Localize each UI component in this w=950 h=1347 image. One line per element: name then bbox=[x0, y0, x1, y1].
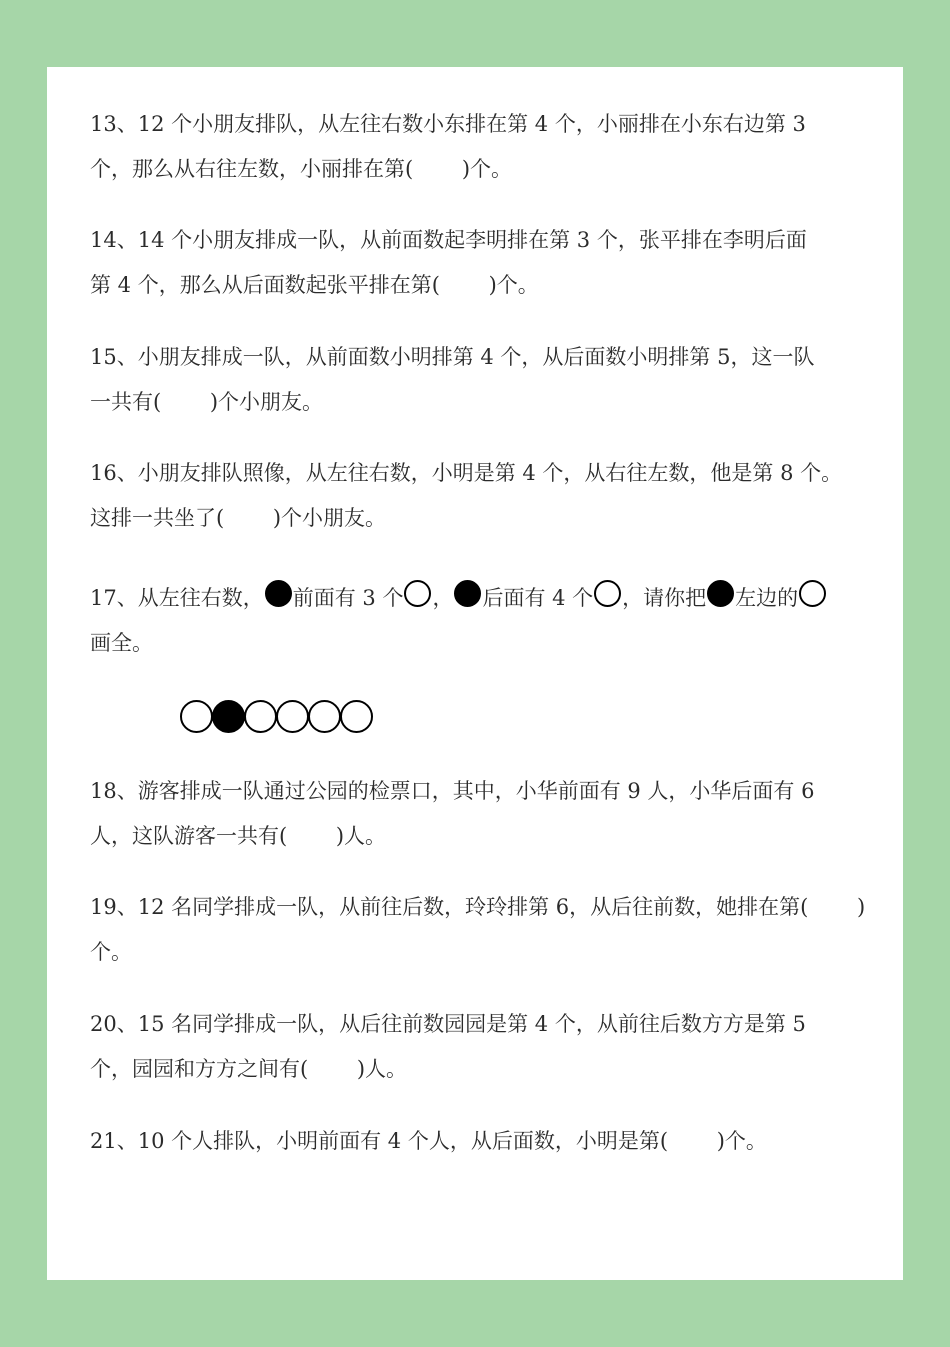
q17-text-e: ，请你把 bbox=[622, 586, 707, 610]
question-18 bbox=[90, 769, 880, 859]
q17-text-d: 后面有 4 个 bbox=[482, 586, 594, 610]
question-17 bbox=[90, 576, 880, 666]
white-dot-icon bbox=[594, 580, 621, 607]
question-16-line-2: 这排一共坐了( )个小朋友。 bbox=[90, 506, 387, 530]
white-dot-icon bbox=[799, 580, 826, 607]
white-circle-icon bbox=[308, 700, 341, 733]
circle-row bbox=[180, 700, 372, 734]
question-14-line-1: 14、14 个小朋友排成一队，从前面数起李明排在第 3 个，张平排在李明后面 bbox=[90, 228, 807, 252]
q17-text-b: 前面有 3 个 bbox=[292, 586, 404, 610]
white-dot-icon bbox=[404, 580, 431, 607]
question-19 bbox=[90, 885, 880, 975]
question-20-line-2: 个，园园和方方之间有( )人。 bbox=[90, 1057, 408, 1081]
worksheet-page bbox=[47, 67, 903, 1280]
question-17-line-2: 画全。 bbox=[90, 631, 153, 655]
black-dot-icon bbox=[454, 580, 481, 607]
question-16-line-1: 16、小朋友排队照像，从左往右数，小明是第 4 个，从右往左数，他是第 8 个。 bbox=[90, 461, 843, 485]
question-15 bbox=[90, 335, 880, 425]
question-19-line-2: 个。 bbox=[90, 940, 132, 964]
question-19-line-1: 19、12 名同学排成一队，从前往后数，玲玲排第 6，从后往前数，她排在第( ) bbox=[90, 895, 866, 919]
white-circle-icon bbox=[340, 700, 373, 733]
question-21 bbox=[90, 1119, 880, 1164]
question-20-line-1: 20、15 名同学排成一队，从后往前数园园是第 4 个，从前往后数方方是第 5 bbox=[90, 1012, 806, 1036]
q17-text-c: ， bbox=[432, 586, 454, 610]
black-dot-icon bbox=[707, 580, 734, 607]
white-circle-icon bbox=[180, 700, 213, 733]
question-21-line-1: 21、10 个人排队，小明前面有 4 个人，从后面数，小明是第( )个。 bbox=[90, 1129, 767, 1153]
black-circle-icon bbox=[212, 700, 245, 733]
question-14-line-2: 第 4 个，那么从后面数起张平排在第( )个。 bbox=[90, 273, 539, 297]
question-13-line-1: 13、12 个小朋友排队，从左往右数小东排在第 4 个，小丽排在小东右边第 3 bbox=[90, 112, 806, 136]
question-15-line-2: 一共有( )个小朋友。 bbox=[90, 390, 324, 414]
question-14 bbox=[90, 218, 880, 308]
white-circle-icon bbox=[276, 700, 309, 733]
q17-text-f: 左边的 bbox=[735, 586, 799, 610]
black-dot-icon bbox=[265, 580, 292, 607]
white-circle-icon bbox=[244, 700, 277, 733]
question-20 bbox=[90, 1002, 880, 1092]
question-15-line-1: 15、小朋友排成一队，从前面数小明排第 4 个，从后面数小明排第 5，这一队 bbox=[90, 345, 815, 369]
question-18-line-2: 人，这队游客一共有( )人。 bbox=[90, 824, 387, 848]
question-13-line-2: 个，那么从右往左数，小丽排在第( )个。 bbox=[90, 157, 513, 181]
question-13 bbox=[90, 102, 880, 192]
question-16 bbox=[90, 451, 880, 541]
q17-text-a: 17、从左往右数， bbox=[90, 586, 264, 610]
question-17-line-1 bbox=[90, 576, 880, 621]
question-18-line-1: 18、游客排成一队通过公园的检票口，其中，小华前面有 9 人，小华后面有 6 bbox=[90, 779, 815, 803]
